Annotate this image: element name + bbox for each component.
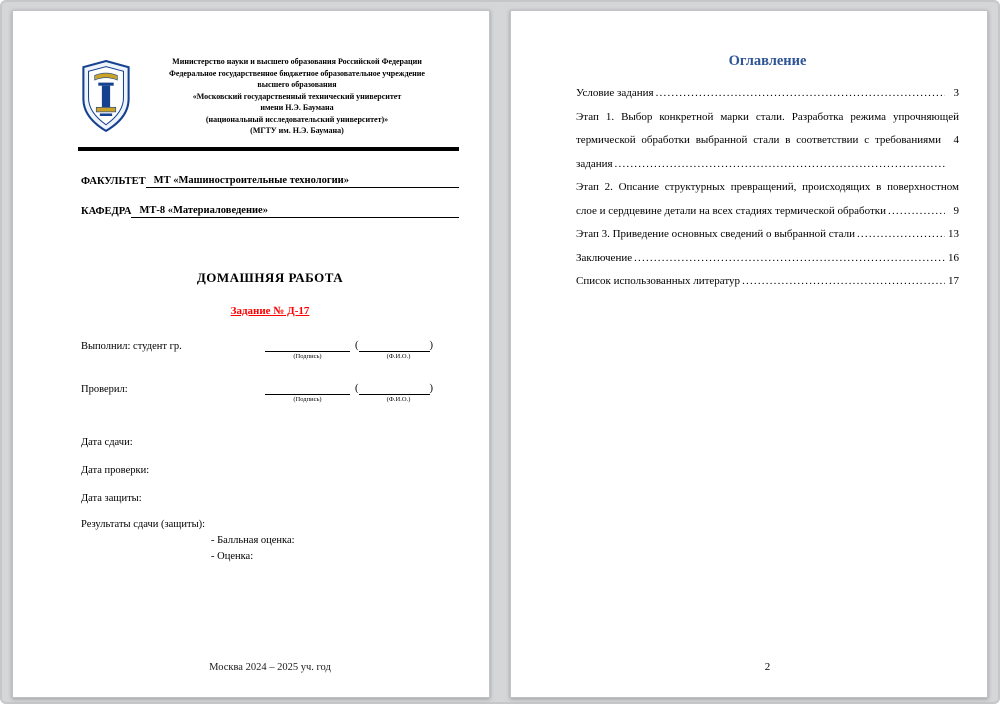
toc-entry-text: Заключение — [576, 251, 633, 264]
performed-by-captions — [81, 353, 459, 360]
toc-entry-line — [576, 270, 959, 294]
date-submitted-label: Дата сдачи: — [81, 437, 133, 448]
name-blank-line — [359, 382, 430, 395]
header-line: (национальный исследовательский университет)» — [205, 114, 389, 124]
toc-page-number: 9 — [953, 204, 959, 217]
signature-caption: (Подпись) — [293, 353, 322, 360]
toc-entry[interactable] — [576, 270, 959, 294]
dot-leader — [615, 153, 945, 177]
results-label: Результаты сдачи (защиты): — [81, 519, 206, 530]
toc-entry-text: Список использованных литератур — [576, 275, 741, 287]
ministry-header — [81, 56, 459, 139]
document-page-2 — [510, 10, 988, 698]
toc-entry-line — [576, 176, 959, 200]
paren-close: ) — [429, 383, 433, 394]
toc-page-number: 16 — [948, 251, 959, 264]
university-emblem-logo — [81, 60, 131, 139]
toc-page-number: 17 — [948, 275, 959, 287]
page-1-content — [13, 11, 489, 562]
toc-entry-line — [576, 223, 959, 247]
faculty-value: МТ «Машиностроительные технологии» — [146, 175, 459, 188]
faculty-label: ФАКУЛЬТЕТ — [81, 176, 146, 187]
header-line: Министерство науки и высшего образования Российской Федерации — [172, 57, 422, 66]
toc-entry-line — [576, 247, 959, 271]
faculty-field — [81, 175, 459, 188]
score-label: - Балльная оценка: — [211, 535, 295, 546]
page-2-content — [511, 11, 987, 294]
toc-entry-text: термической обработки выбранной стали в соответствии с требованиями — [576, 134, 941, 146]
page-number: 2 — [764, 661, 771, 673]
performed-by-row — [81, 339, 459, 352]
toc-entry[interactable] — [576, 176, 959, 223]
paren-open: ( — [355, 383, 359, 394]
toc-entry-text: Этап 3. Приведение основных сведений о выбранной стали — [576, 228, 855, 240]
caption-spacer — [81, 353, 265, 360]
dot-leader — [742, 270, 945, 294]
university-crest-icon — [81, 60, 131, 134]
toc-entry-text: Условие задания — [576, 87, 654, 99]
grade-label: - Оценка: — [211, 551, 254, 562]
header-line: Федеральное государственное бюджетное образовательное учреждение — [169, 68, 425, 78]
name-blank-line — [359, 339, 430, 352]
checked-by-row — [81, 382, 459, 395]
toc-entry-line — [576, 82, 959, 106]
name-caption: (Ф.И.О.) — [386, 396, 411, 403]
document-title: ДОМАШНЯЯ РАБОТА — [196, 270, 344, 285]
toc-heading: Оглавление — [728, 53, 807, 69]
dot-leader — [888, 200, 945, 224]
toc-entry-line — [576, 200, 959, 224]
dot-leader — [656, 82, 945, 106]
dot-leader — [634, 247, 945, 271]
toc-entry[interactable] — [576, 82, 959, 106]
toc-entry-text: слое и сердцевине детали на всех стадиях термической обработки — [576, 204, 887, 217]
header-line: (МГТУ им. Н.Э. Баумана) — [250, 126, 344, 135]
signature-blank-line — [265, 382, 350, 395]
assignment-number: Задание № Д-17 — [230, 305, 310, 317]
toc-entry-text: Этап 2. Опсание структурных превращений, происходящих в поверхностном — [576, 181, 959, 193]
department-label: КАФЕДРА — [81, 206, 132, 217]
header-line: «Московский государственный технический университет — [192, 91, 402, 101]
header-line: имени Н.Э. Баумана — [260, 103, 334, 112]
signature-blank-line — [265, 339, 350, 352]
header-divider — [78, 147, 459, 151]
ministry-header-text — [131, 56, 459, 137]
document-page-1 — [12, 10, 490, 698]
signature-caption: (Подпись) — [293, 396, 322, 403]
checked-by-captions — [81, 396, 459, 403]
department-value: МТ-8 «Материаловедение» — [131, 205, 459, 218]
caption-spacer — [81, 396, 265, 403]
assignment-subtitle — [81, 305, 459, 317]
department-field — [81, 205, 459, 218]
toc-page-number: 4 — [953, 134, 959, 146]
paren-open: ( — [355, 340, 359, 351]
title-page-footer: Москва 2024 – 2025 уч. год — [209, 662, 331, 673]
toc-entry-line — [576, 106, 959, 130]
toc-page-number: 3 — [953, 87, 959, 99]
checked-by-label: Проверил: — [81, 384, 128, 395]
toc-entry-text: Этап 1. Выбор конкретной марки стали. Разработка режима упрочняющей — [576, 110, 959, 123]
toc-entry-line — [576, 129, 959, 153]
date-checked-label: Дата проверки: — [81, 465, 150, 476]
toc-entry-line — [576, 153, 959, 177]
toc-entry-text: задания — [576, 157, 613, 170]
name-caption: (Ф.И.О.) — [386, 353, 411, 360]
toc-page-number: 13 — [948, 228, 959, 240]
toc-entry[interactable] — [576, 247, 959, 271]
dot-leader — [857, 223, 945, 247]
date-defended-label: Дата защиты: — [81, 493, 142, 504]
toc-entry[interactable] — [576, 223, 959, 247]
toc-entry[interactable] — [576, 106, 959, 177]
paren-close: ) — [429, 340, 433, 351]
header-line: высшего образования — [257, 80, 337, 89]
performed-by-label: Выполнил: студент гр. — [81, 341, 182, 352]
